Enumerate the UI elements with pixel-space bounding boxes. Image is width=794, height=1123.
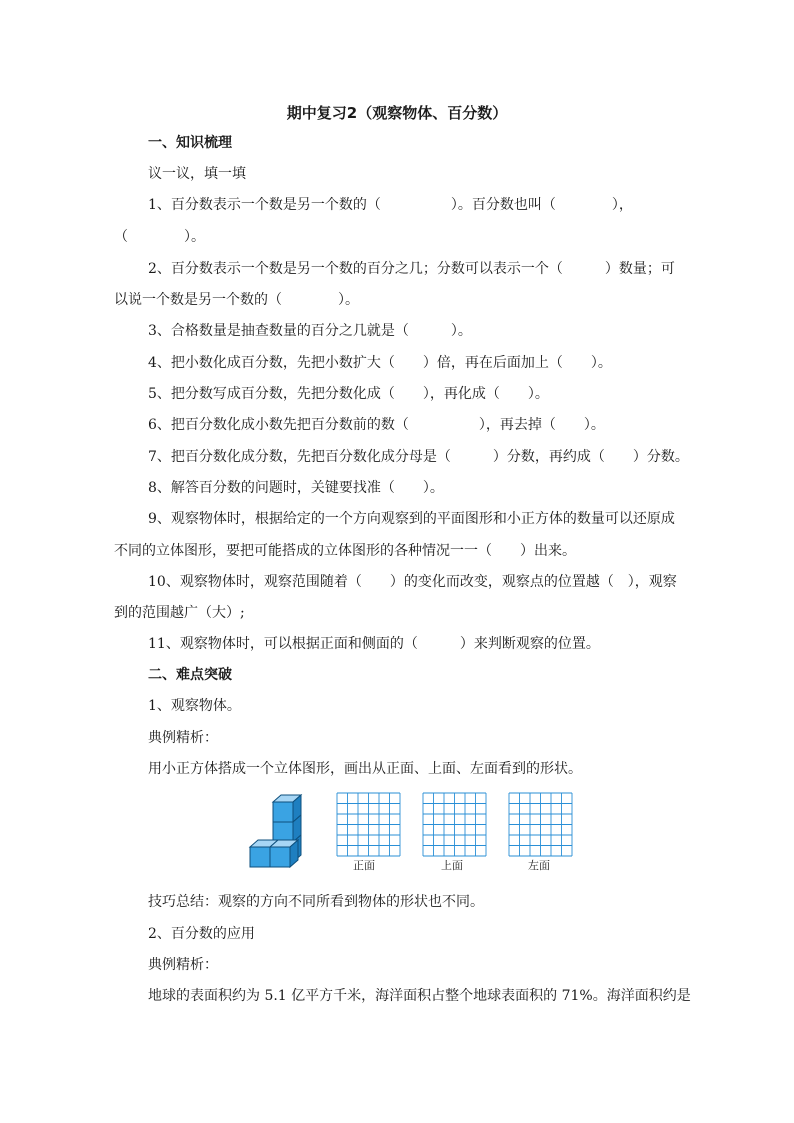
question-4: 4、把小数化成百分数，先把小数扩大（ ）倍，再在后面加上（ ）。 <box>148 355 612 371</box>
question-6: 6、把百分数化成小数先把百分数前的数（ ），再去掉（ ）。 <box>148 417 605 433</box>
subsection-observe-objects: 1、观察物体。 <box>148 698 241 714</box>
question-10-line-2: 到的范围越广（大）; <box>114 605 245 621</box>
grid-front <box>337 793 400 856</box>
question-9-line-2: 不同的立体图形，要把可能搭成的立体图形的各种情况一一（ ）出来。 <box>114 543 576 559</box>
example-question-1: 用小正方体搭成一个立体图形，画出从正面、上面、左面看到的形状。 <box>148 761 582 777</box>
grid-left <box>509 793 572 856</box>
example-label-2: 典例精析： <box>148 957 218 973</box>
question-1-line-1: 1、百分数表示一个数是另一个数的（ ）。百分数也叫（ ）， <box>148 197 633 213</box>
question-10-line-1: 10、观察物体时，观察范围随着（ ）的变化而改变，观察点的位置越（ ），观察 <box>148 574 677 590</box>
cube-figure-area <box>245 792 585 872</box>
question-2-line-2: 以说一个数是另一个数的（ ）。 <box>114 292 359 308</box>
section-heading-knowledge: 一、知识梳理 <box>148 135 232 151</box>
question-1-line-2: （ ）。 <box>114 229 205 245</box>
section-intro: 议一议，填一填 <box>148 166 246 182</box>
question-8: 8、解答百分数的问题时，关键要找准（ ）。 <box>148 480 444 496</box>
question-9-line-1: 9、观察物体时，根据给定的一个方向观察到的平面图形和小正方体的数量可以还原成 <box>148 511 675 527</box>
question-2-line-1: 2、百分数表示一个数是另一个数的百分之几；分数可以表示一个（ ）数量；可 <box>148 261 675 277</box>
page-title: 期中复习2（观察物体、百分数） <box>286 104 508 122</box>
question-3: 3、合格数量是抽查数量的百分之几就是（ ）。 <box>148 323 472 339</box>
subsection-percent-application: 2、百分数的应用 <box>148 926 255 942</box>
section-heading-difficulty: 二、难点突破 <box>148 667 232 683</box>
question-11: 11、观察物体时，可以根据正面和侧面的（ ）来判断观察的位置。 <box>148 636 600 652</box>
example-question-2: 地球的表面积约为 5.1 亿平方千米，海洋面积占整个地球表面积的 71%。海洋面积约是 <box>148 988 691 1004</box>
grid-label-top: 上面 <box>441 859 463 872</box>
technique-summary: 技巧总结：观察的方向不同所看到物体的形状也不同。 <box>148 894 484 910</box>
example-label-1: 典例精析： <box>148 730 218 746</box>
question-7: 7、把百分数化成分数，先把百分数化成分母是（ ）分数，再约成（ ）分数。 <box>148 449 689 465</box>
grid-group <box>337 793 572 856</box>
cube-stack-icon <box>250 795 301 867</box>
grid-top <box>423 793 486 856</box>
question-5: 5、把分数写成百分数，先把分数化成（ ），再化成（ ）。 <box>148 386 549 402</box>
grid-label-front: 正面 <box>353 859 375 872</box>
grid-label-left: 左面 <box>528 859 550 872</box>
